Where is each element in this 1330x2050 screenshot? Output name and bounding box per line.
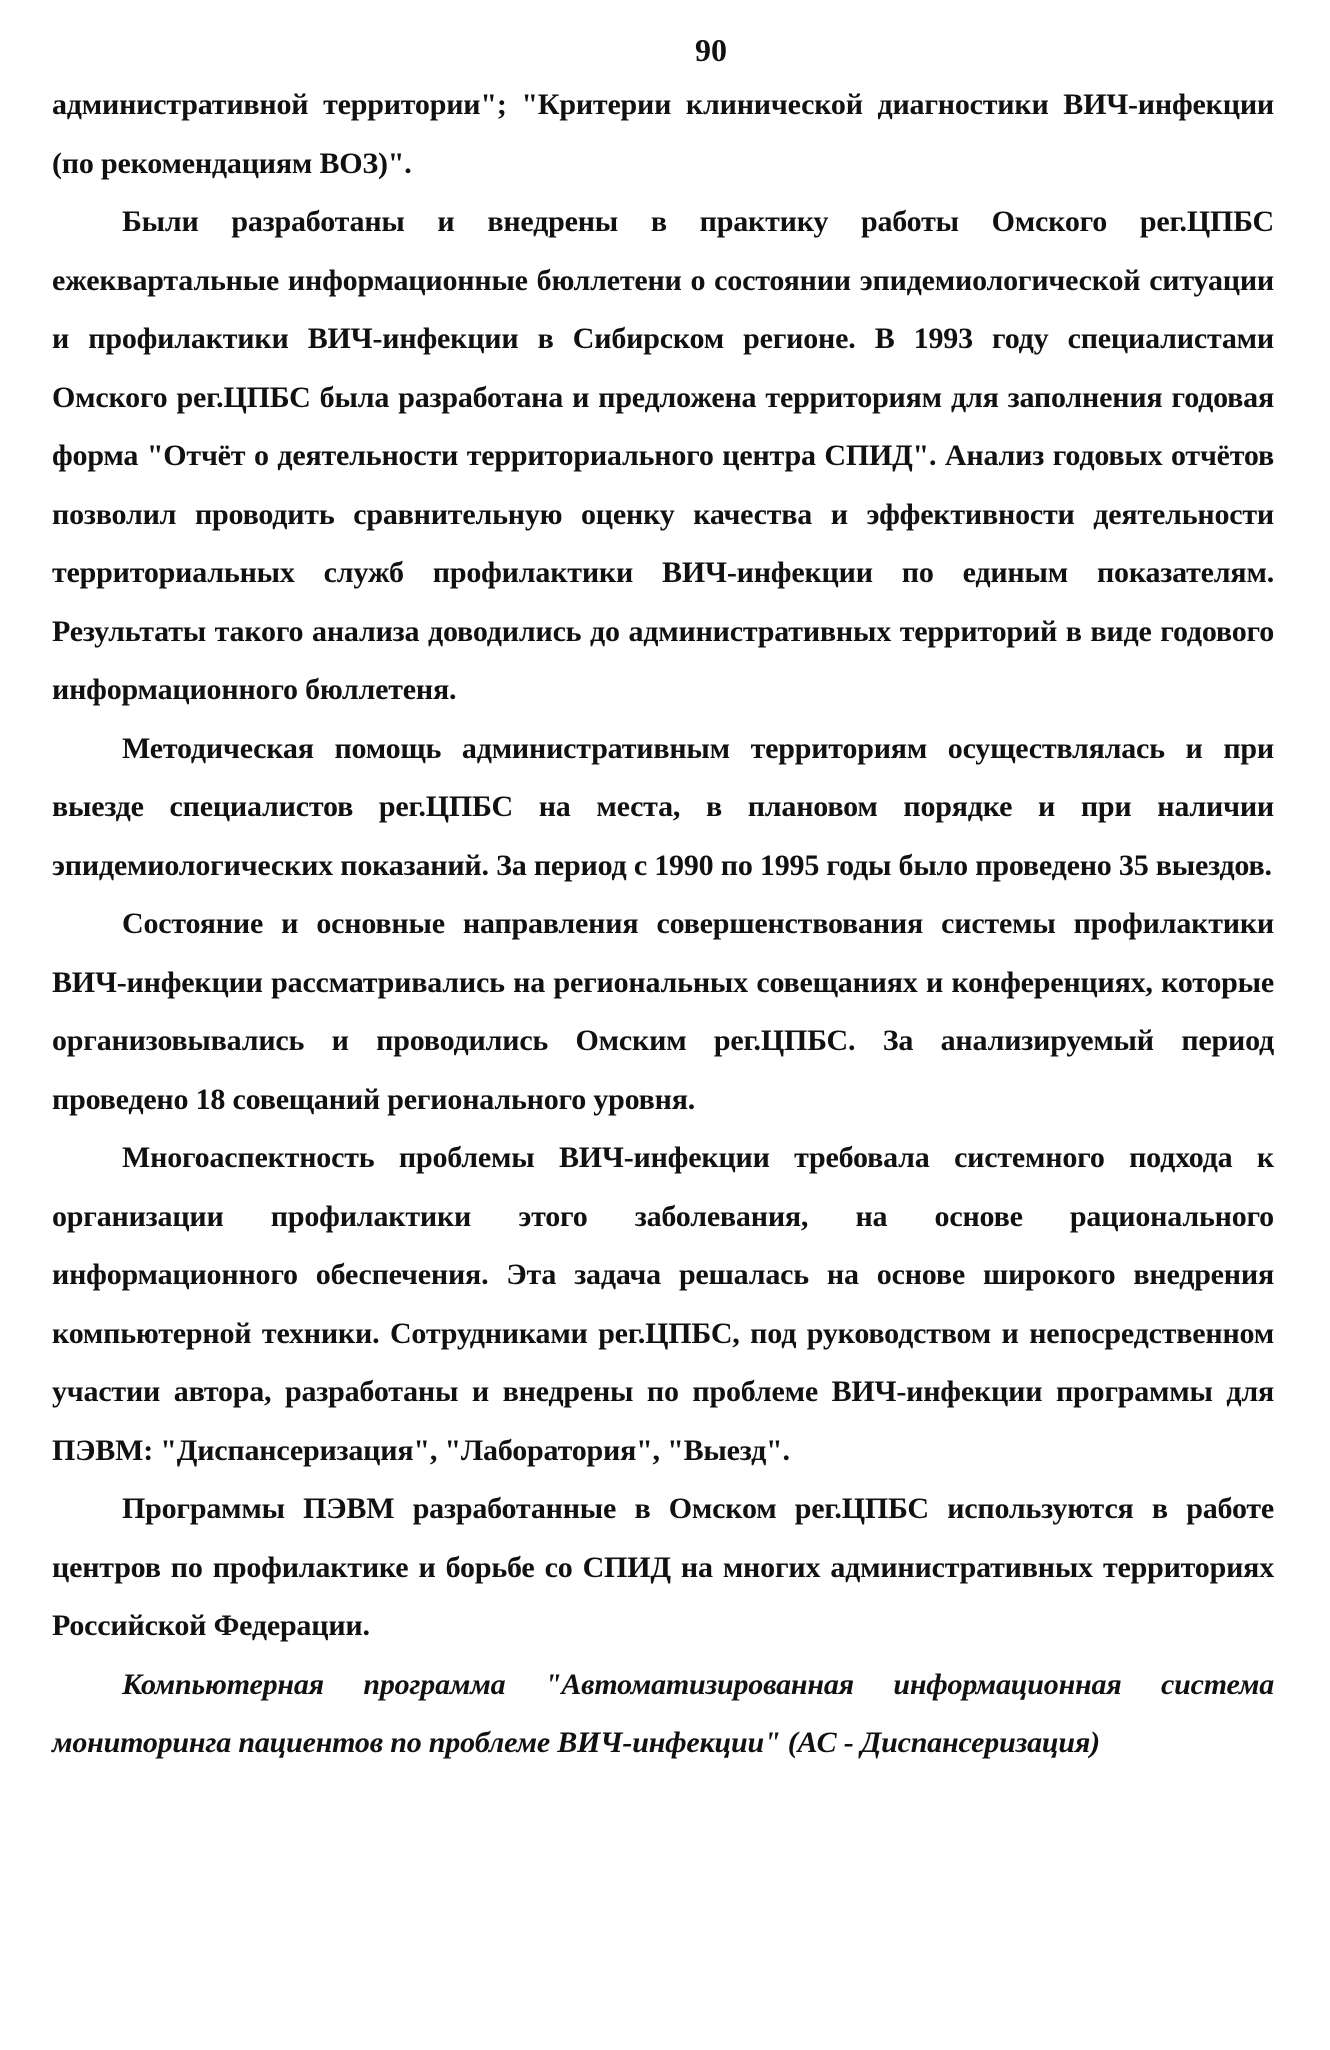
paragraph-conferences: Состояние и основные направления совершенствования системы профилактики ВИЧ-инфекции рассматривались на региональных совещаниях и конференциях, которые организовывались и проводились Омским рег.ЦПБС. За анализируемый период проведено 18 совещаний регионального уровня. <box>52 907 1274 1116</box>
paragraph-program-title: Компьютерная программа "Автоматизированная информационная система мониторинга пациентов по проблеме ВИЧ-инфекции" (АС - Диспансеризация) <box>52 1667 1274 1759</box>
document-page <box>52 30 1274 1773</box>
paragraph-computer-programs: Многоаспектность проблемы ВИЧ-инфекции требовала системного подхода к организации профилактики этого заболевания, на основе рационального информационного обеспечения. Эта задача решалась на основе широкого внедрения компьютерной техники. Сотрудниками рег.ЦПБС, под руководством и непосредственном участии автора, разработаны и внедрены по проблеме ВИЧ-инфекции программы для ПЭВМ: "Диспансеризация", "Лаборатория", "Выезд". <box>52 1141 1274 1467</box>
paragraph-programs-usage: Программы ПЭВМ разработанные в Омском рег.ЦПБС используются в работе центров по профилактике и борьбе со СПИД на многих административных территориях Российской Федерации. <box>52 1492 1274 1642</box>
paragraph-bulletins: Были разработаны и внедрены в практику работы Омского рег.ЦПБС ежеквартальные информационные бюллетени о состоянии эпидемиологической ситуации и профилактики ВИЧ-инфекции в Сибирском регионе. В 1993 году специалистами Омского рег.ЦПБС была разработана и предложена территориям для заполнения годовая форма "Отчёт о деятельности территориального центра СПИД". Анализ годовых отчётов позволил проводить сравнительную оценку качества и эффективности деятельности территориальных служб профилактики ВИЧ-инфекции по единым показателям. Результаты такого анализа доводились до административных территорий в виде годового информационного бюллетеня. <box>52 205 1274 706</box>
paragraph-methodical-help: Методическая помощь административным территориям осуществлялась и при выезде специалистов рег.ЦПБС на места, в плановом порядке и при наличии эпидемиологических показаний. За период с 1990 по 1995 годы было проведено 35 выездов. <box>52 731 1274 882</box>
paragraph-continuation: административной территории"; "Критерии клинической диагностики ВИЧ-инфекции (по рекомендациям ВОЗ)". <box>52 88 1274 180</box>
page-number: 90 <box>695 32 727 68</box>
